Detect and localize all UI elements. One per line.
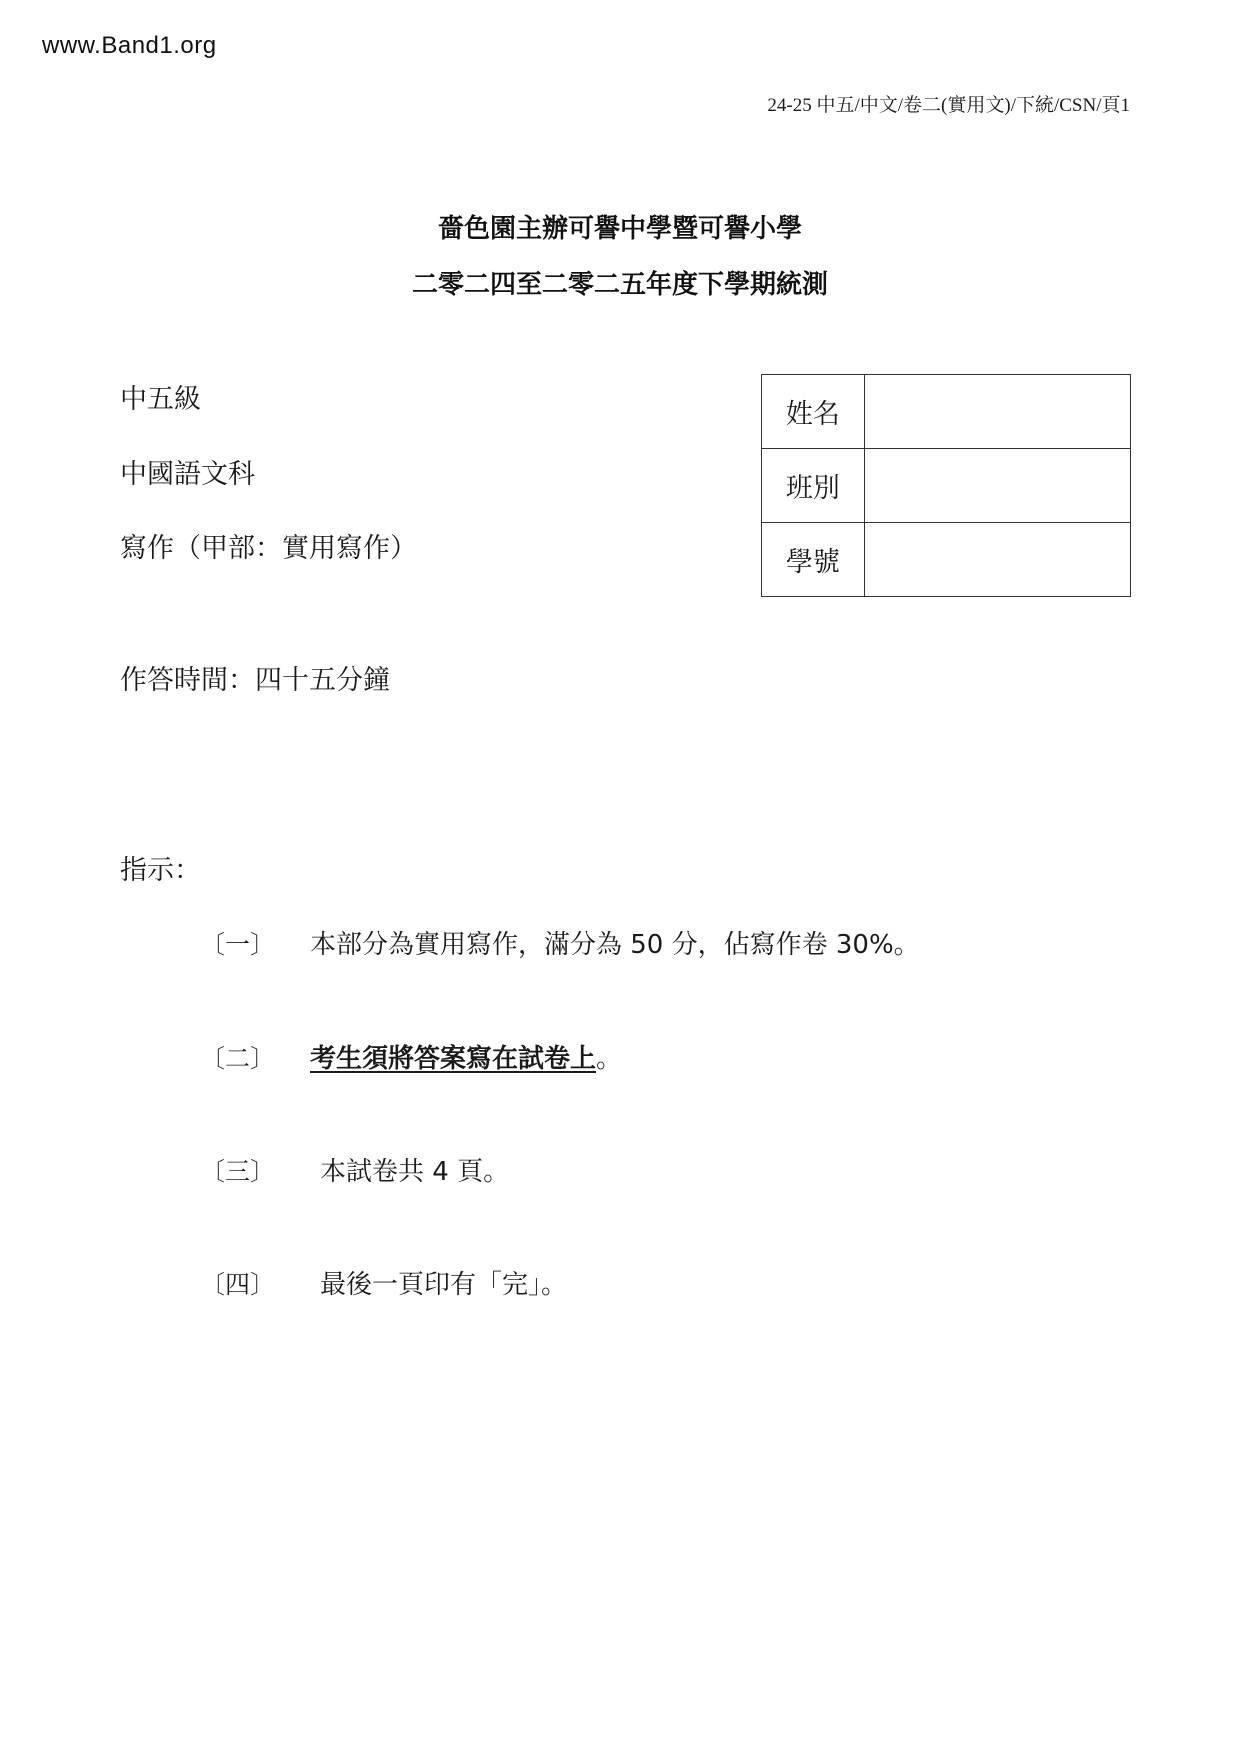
watermark-url: www.Band1.org: [42, 32, 217, 59]
paper-code-header: 24-25 中五/中文/卷二(實用文)/下統/CSN/頁1: [767, 95, 1130, 116]
instruction-item: [200, 1264, 567, 1301]
paper-label: 寫作（甲部：實用寫作）: [120, 533, 417, 564]
number-row: [762, 523, 1131, 597]
duration-label: 作答時間：四十五分鐘: [120, 665, 390, 696]
instruction-text: 本部分為實用寫作，滿分為 50 分，佔寫作卷 30%。: [310, 930, 920, 960]
student-info-table: [761, 374, 1131, 597]
class-label: 班別: [762, 449, 865, 523]
instruction-item: [200, 1151, 509, 1188]
instruction-number: 〔三〕: [200, 1157, 276, 1186]
instruction-item: [200, 924, 920, 961]
student-number-label: 學號: [762, 523, 865, 597]
instruction-number: 〔四〕: [200, 1270, 276, 1299]
school-title: 嗇色園主辦可譽中學暨可譽小學: [437, 214, 802, 244]
instruction-text-emphasized: 考生須將答案寫在試卷上: [310, 1044, 597, 1074]
class-field[interactable]: [864, 449, 1130, 523]
instruction-number: 〔二〕: [200, 1044, 276, 1073]
grade-label: 中五級: [120, 384, 201, 415]
subject-label: 中國語文科: [120, 459, 255, 490]
exam-title: 二零二四至二零二五年度下學期統測: [411, 270, 828, 300]
name-field[interactable]: [864, 375, 1130, 449]
instruction-text: 最後一頁印有「完」。: [320, 1270, 568, 1300]
instruction-item: [200, 1038, 622, 1075]
instructions-title: 指示：: [120, 855, 201, 886]
student-number-field[interactable]: [864, 523, 1130, 597]
instruction-number: 〔一〕: [200, 930, 276, 959]
instruction-suffix: 。: [596, 1044, 623, 1074]
name-row: [762, 375, 1131, 449]
name-label: 姓名: [762, 375, 865, 449]
instruction-text: 本試卷共 4 頁。: [320, 1157, 510, 1187]
class-row: [762, 449, 1131, 523]
